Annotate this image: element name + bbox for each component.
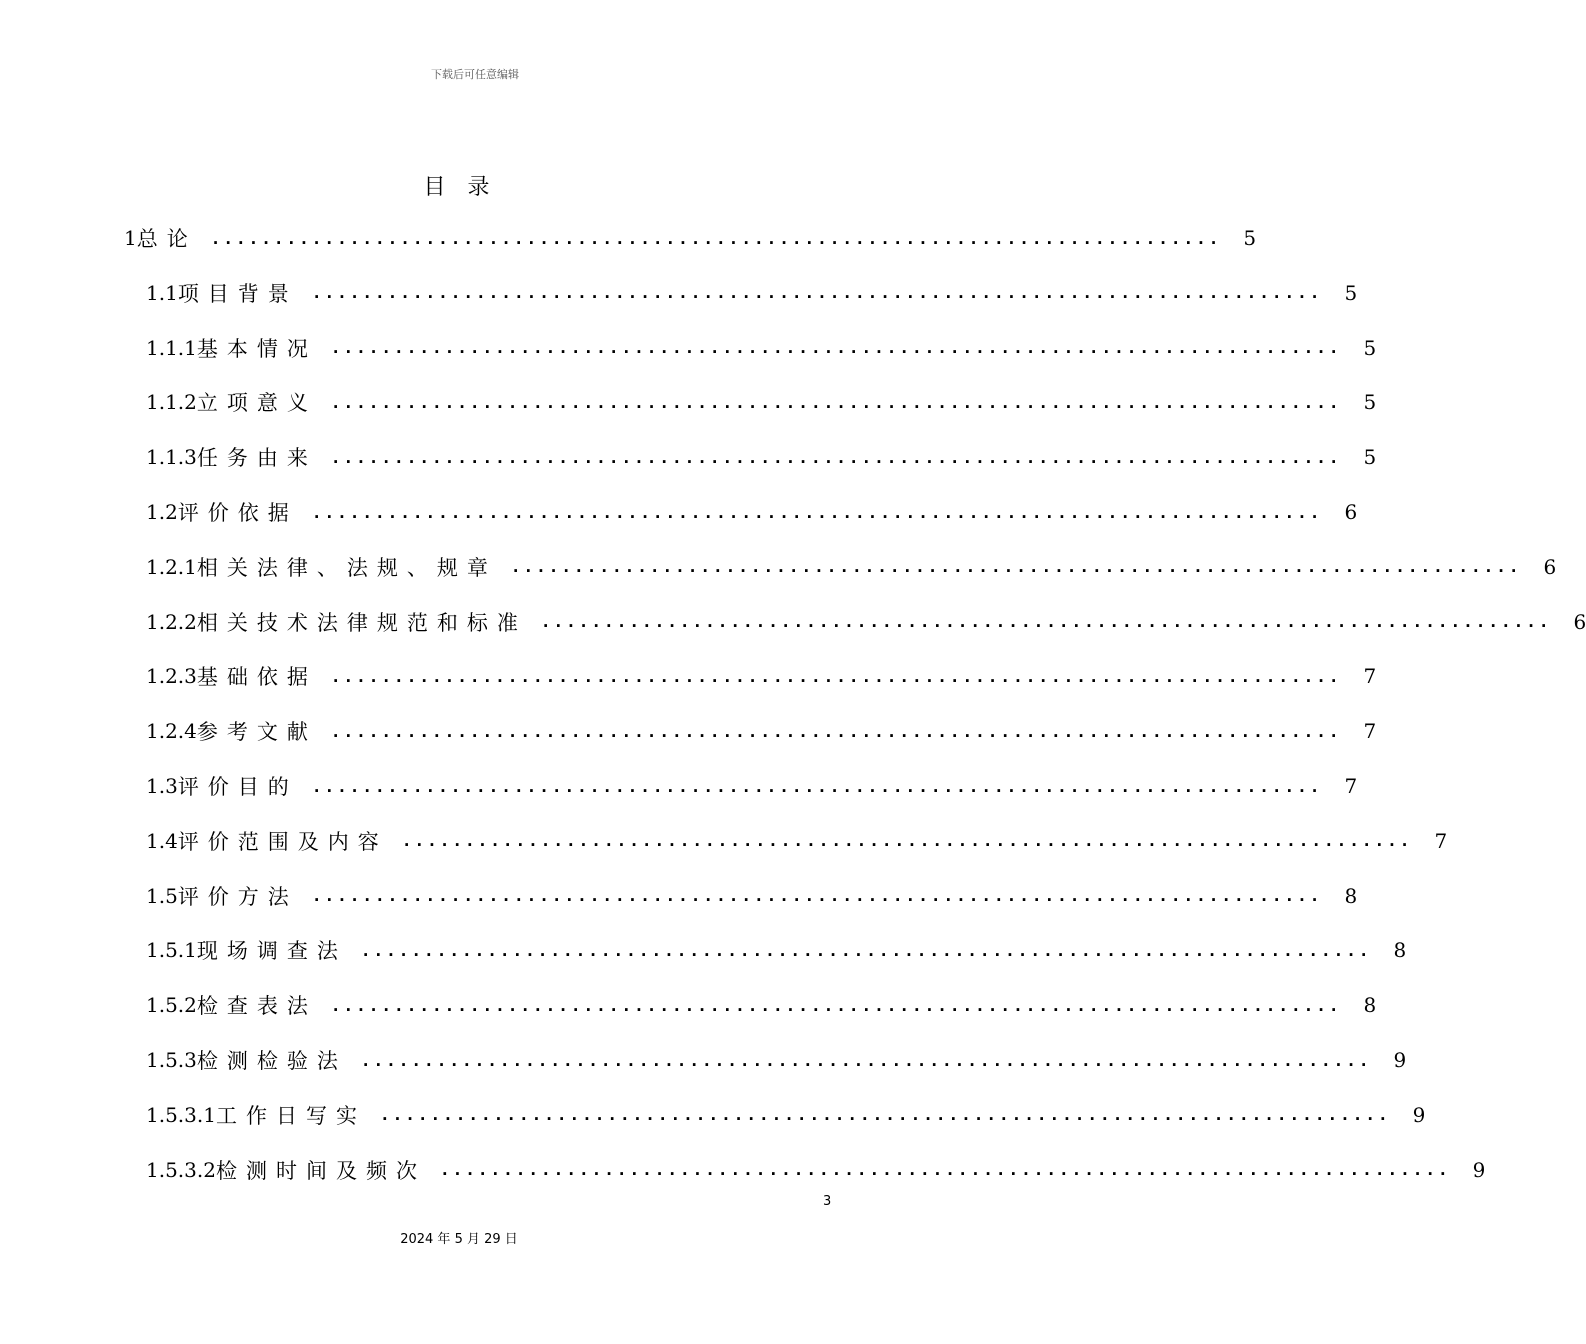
toc-entry-page: 6 [1344,500,1358,524]
toc-entry[interactable] [146,1040,1407,1080]
toc-leader-dots: ................................................................................ [330,666,1342,686]
toc-entry-number: 1.4 [146,828,178,853]
toc-entry[interactable] [146,985,1377,1025]
toc-leader-dots: ................................................................................ [311,886,1323,906]
toc-leader-dots: ................................................................................ [401,831,1413,851]
toc-entry-page: 8 [1363,993,1377,1018]
toc-entry[interactable] [124,218,1257,258]
toc-entry[interactable] [146,876,1358,916]
toc-entry-page: 8 [1344,883,1358,908]
toc-entry-number: 1.1.2 [146,390,197,415]
toc-entry-number: 1.2.3 [146,664,197,689]
toc-entry-number: 1.2.2 [146,609,197,634]
toc-leader-dots: ................................................................................ [510,557,1522,577]
toc-leader-dots: ................................................................................ [330,721,1342,741]
toc-leader-dots: ................................................................................ [360,940,1372,960]
toc-entry-number: 1.1.1 [146,335,197,360]
toc-entry-title: 评价范围及内容 [177,829,388,854]
toc-leader-dots: ................................................................................ [311,502,1323,522]
toc-entry-number: 1 [124,226,137,250]
toc-entry[interactable] [146,492,1358,532]
toc-entry-number: 1.5.3.1 [146,1102,216,1127]
toc-entry[interactable] [146,273,1358,313]
toc-entry-title: 项目背景 [177,281,298,306]
toc-entry-title: 相关法律、法规、规章 [196,555,497,580]
page-number: 3 [823,1194,832,1209]
toc-entry-page: 9 [1412,1102,1426,1127]
toc-entry-title: 评价依据 [177,501,298,525]
toc-entry[interactable] [146,1150,1486,1190]
toc-entry-number: 1.3 [146,774,178,798]
toc-entry-number: 1.1.3 [146,445,197,470]
toc-entry[interactable] [146,1095,1426,1135]
toc-leader-dots: ................................................................................ [311,776,1323,796]
toc-entry-number: 1.5.3 [146,1048,197,1072]
toc-entry-title: 参考文献 [196,720,317,745]
toc-entry-page: 8 [1393,938,1407,963]
toc-entry[interactable] [146,328,1377,368]
toc-entry-number: 1.5 [146,883,178,908]
toc-entry-number: 1.1 [146,280,178,305]
toc-entry-number: 1.2.1 [146,554,197,579]
toc-entry-number: 1.5.2 [146,993,197,1018]
toc-title: 目录 [423,175,512,200]
toc-leader-dots: ................................................................................ [330,995,1342,1015]
toc-leader-dots: ................................................................................ [330,338,1342,358]
toc-entry-page: 5 [1363,445,1377,470]
toc-entry-title: 基本情况 [196,336,317,361]
toc-entry-title: 检测检验法 [196,1049,347,1073]
toc-leader-dots: ................................................................................ [210,228,1222,248]
toc-entry-title: 评价方法 [177,884,298,909]
toc-leader-dots: ................................................................................ [439,1160,1451,1180]
toc-entry-page: 5 [1363,335,1377,360]
toc-leader-dots: ................................................................................ [540,612,1552,632]
toc-entry-page: 5 [1363,390,1377,415]
toc-entry-page: 9 [1393,1048,1407,1072]
toc-entry-page: 6 [1573,609,1586,634]
toc-entry[interactable] [146,656,1377,696]
toc-entry-title: 相关技术法律规范和标准 [196,610,527,635]
toc-entry-title: 检查表法 [196,994,317,1019]
toc-leader-dots: ................................................................................ [379,1105,1391,1125]
toc-entry-title: 基础依据 [196,665,317,690]
toc-entry-page: 5 [1243,226,1257,250]
toc-entry-page: 7 [1434,828,1448,853]
toc-entry[interactable] [146,437,1377,477]
footer-date: 2024 年 5 月 29 日 [400,1232,518,1247]
toc-entry[interactable] [146,930,1407,970]
toc-entry[interactable] [146,711,1377,751]
toc-leader-dots: ................................................................................ [360,1050,1372,1070]
toc-entry-title: 任务由来 [196,446,317,471]
toc-entry-title: 现场调查法 [196,939,347,964]
toc-entry-page: 5 [1344,280,1358,305]
toc-entry[interactable] [146,382,1377,422]
toc-leader-dots: ................................................................................ [330,447,1342,467]
toc-entry-page: 7 [1363,664,1377,689]
toc-entry[interactable] [146,821,1448,861]
toc-entry-title: 检测时间及频次 [215,1158,426,1183]
toc-entry-page: 7 [1363,719,1377,744]
toc-entry-title: 工作日写实 [215,1103,366,1128]
toc-entry-number: 1.2.4 [146,719,197,744]
toc-entry-title: 评价目的 [177,775,298,799]
toc-entry-page: 9 [1472,1157,1486,1182]
toc-entry-page: 6 [1543,554,1557,579]
toc-entry-page: 7 [1344,774,1358,798]
header-note: 下载后可任意编辑 [431,68,519,81]
toc-entry-number: 1.2 [146,500,178,524]
toc-entry-title: 总论 [136,227,197,251]
toc-entry-title: 立项意义 [196,391,317,416]
toc-leader-dots: ................................................................................ [311,283,1323,303]
toc-leader-dots: ................................................................................ [330,392,1342,412]
toc-entry[interactable] [146,547,1557,587]
toc-entry-number: 1.5.1 [146,938,197,963]
toc-entry[interactable] [146,602,1586,642]
toc-entry-number: 1.5.3.2 [146,1157,216,1182]
toc-entry[interactable] [146,766,1358,806]
